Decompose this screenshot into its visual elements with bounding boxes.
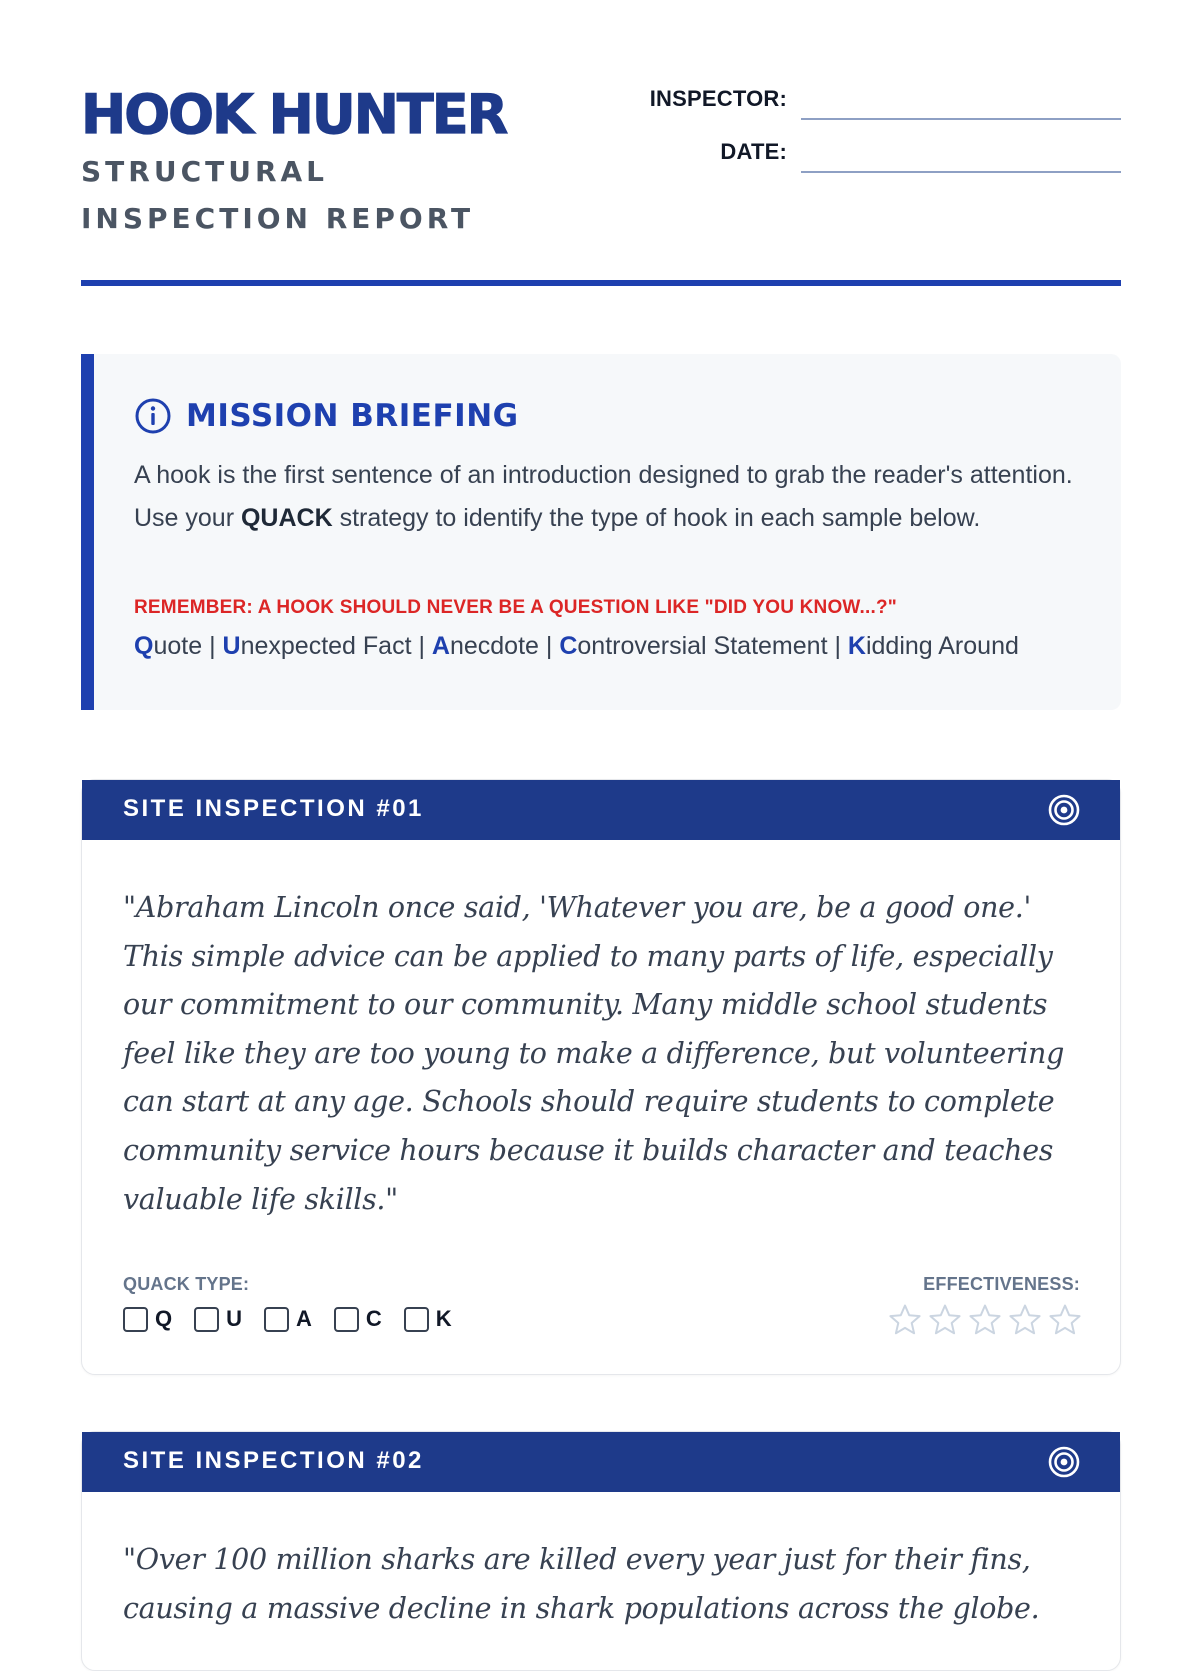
option-label: A (296, 1306, 312, 1331)
legend-item (432, 632, 539, 660)
briefing-text (134, 454, 1084, 540)
date-field[interactable] (641, 133, 1121, 173)
quack-option-k[interactable] (404, 1306, 452, 1332)
worksheet-page (81, 0, 1121, 1625)
checkbox[interactable] (194, 1307, 219, 1332)
briefing-text-part: strategy to identify the type of hook in each sample below. (332, 504, 981, 532)
option-label: Q (155, 1306, 173, 1331)
site-inspection-card (81, 779, 1121, 1375)
legend-separator: | (202, 632, 223, 660)
checkbox[interactable] (404, 1307, 429, 1332)
legend-word: nexpected Fact (240, 632, 412, 660)
briefing-text-part: A hook is the first sentence of an introduction designed to grab the reader's attention. Use your (134, 461, 1073, 532)
legend-word: uote (153, 632, 203, 660)
star-icon[interactable] (928, 1303, 962, 1337)
card-header (82, 780, 1120, 840)
briefing-accent-bar (81, 354, 94, 710)
date-label: DATE: (720, 139, 787, 164)
card-title: SITE INSPECTION #01 (123, 795, 424, 822)
report-subtitle: STRUCTURAL INSPECTION REPORT (81, 155, 475, 235)
quack-type-label: QUACK TYPE: (123, 1274, 250, 1294)
checkbox[interactable] (123, 1307, 148, 1332)
card-header (82, 1432, 1120, 1492)
quack-option-q[interactable] (123, 1306, 172, 1332)
briefing-text-strong: QUACK (240, 504, 333, 532)
inspector-input-line[interactable] (801, 118, 1121, 120)
quack-option-a[interactable] (264, 1306, 312, 1332)
date-input-line[interactable] (801, 171, 1121, 173)
legend-initial: U (222, 632, 241, 660)
hook-sample-text: "Abraham Lincoln once said, 'Whatever you are, be a good one.' This simple advice can be applied to many parts of life, especially our commitment to our community. Many middle school students feel like they are too young to make a difference, but volunteering can start at any age. Schools should require students to complete community service hours because it builds character and teaches valuable life skills." (123, 891, 1065, 1216)
site-inspection-card (81, 1431, 1121, 1671)
inspector-field[interactable] (641, 80, 1121, 120)
legend-item (559, 632, 827, 660)
mission-briefing-panel (81, 354, 1121, 710)
legend-initial: A (431, 632, 450, 660)
checkbox[interactable] (264, 1307, 289, 1332)
legend-initial: K (847, 632, 866, 660)
effectiveness-label: EFFECTIVENESS: (923, 1274, 1080, 1294)
quack-option-c[interactable] (334, 1306, 382, 1332)
option-label: K (435, 1306, 452, 1331)
star-icon[interactable] (1048, 1303, 1082, 1337)
info-icon (134, 397, 172, 435)
briefing-title: MISSION BRIEFING (186, 398, 519, 434)
inspector-label: INSPECTOR: (649, 86, 787, 111)
legend-item (223, 632, 412, 660)
report-title: HOOK HUNTER (81, 83, 507, 146)
target-icon (1048, 1446, 1080, 1478)
quack-type-options (123, 1306, 474, 1332)
target-icon (1048, 794, 1080, 826)
quack-legend (134, 632, 1019, 661)
option-label: C (365, 1306, 382, 1331)
star-icon[interactable] (1008, 1303, 1042, 1337)
legend-word: ontroversial Statement (577, 632, 828, 660)
briefing-warning: REMEMBER: A HOOK SHOULD NEVER BE A QUESTION LIKE "DID YOU KNOW...?" (134, 597, 897, 618)
legend-item (848, 632, 1019, 660)
legend-word: idding Around (865, 632, 1019, 660)
legend-initial: Q (134, 632, 154, 660)
legend-item (134, 632, 202, 660)
star-icon[interactable] (888, 1303, 922, 1337)
legend-separator: | (827, 632, 848, 660)
legend-separator: | (538, 632, 560, 660)
report-header (81, 0, 1121, 288)
effectiveness-rating[interactable] (882, 1303, 1082, 1337)
checkbox[interactable] (334, 1307, 359, 1332)
legend-word: necdote (449, 632, 539, 660)
legend-separator: | (411, 632, 432, 660)
option-label: U (226, 1306, 243, 1331)
hook-sample-text: "Over 100 million sharks are killed every year just for their fins, causing a massive decline in shark populations across the globe. (123, 1543, 1040, 1625)
card-title: SITE INSPECTION #02 (123, 1447, 424, 1474)
header-divider (81, 280, 1121, 286)
briefing-header (134, 396, 519, 436)
star-icon[interactable] (968, 1303, 1002, 1337)
quack-option-u[interactable] (194, 1306, 242, 1332)
legend-initial: C (559, 632, 578, 660)
